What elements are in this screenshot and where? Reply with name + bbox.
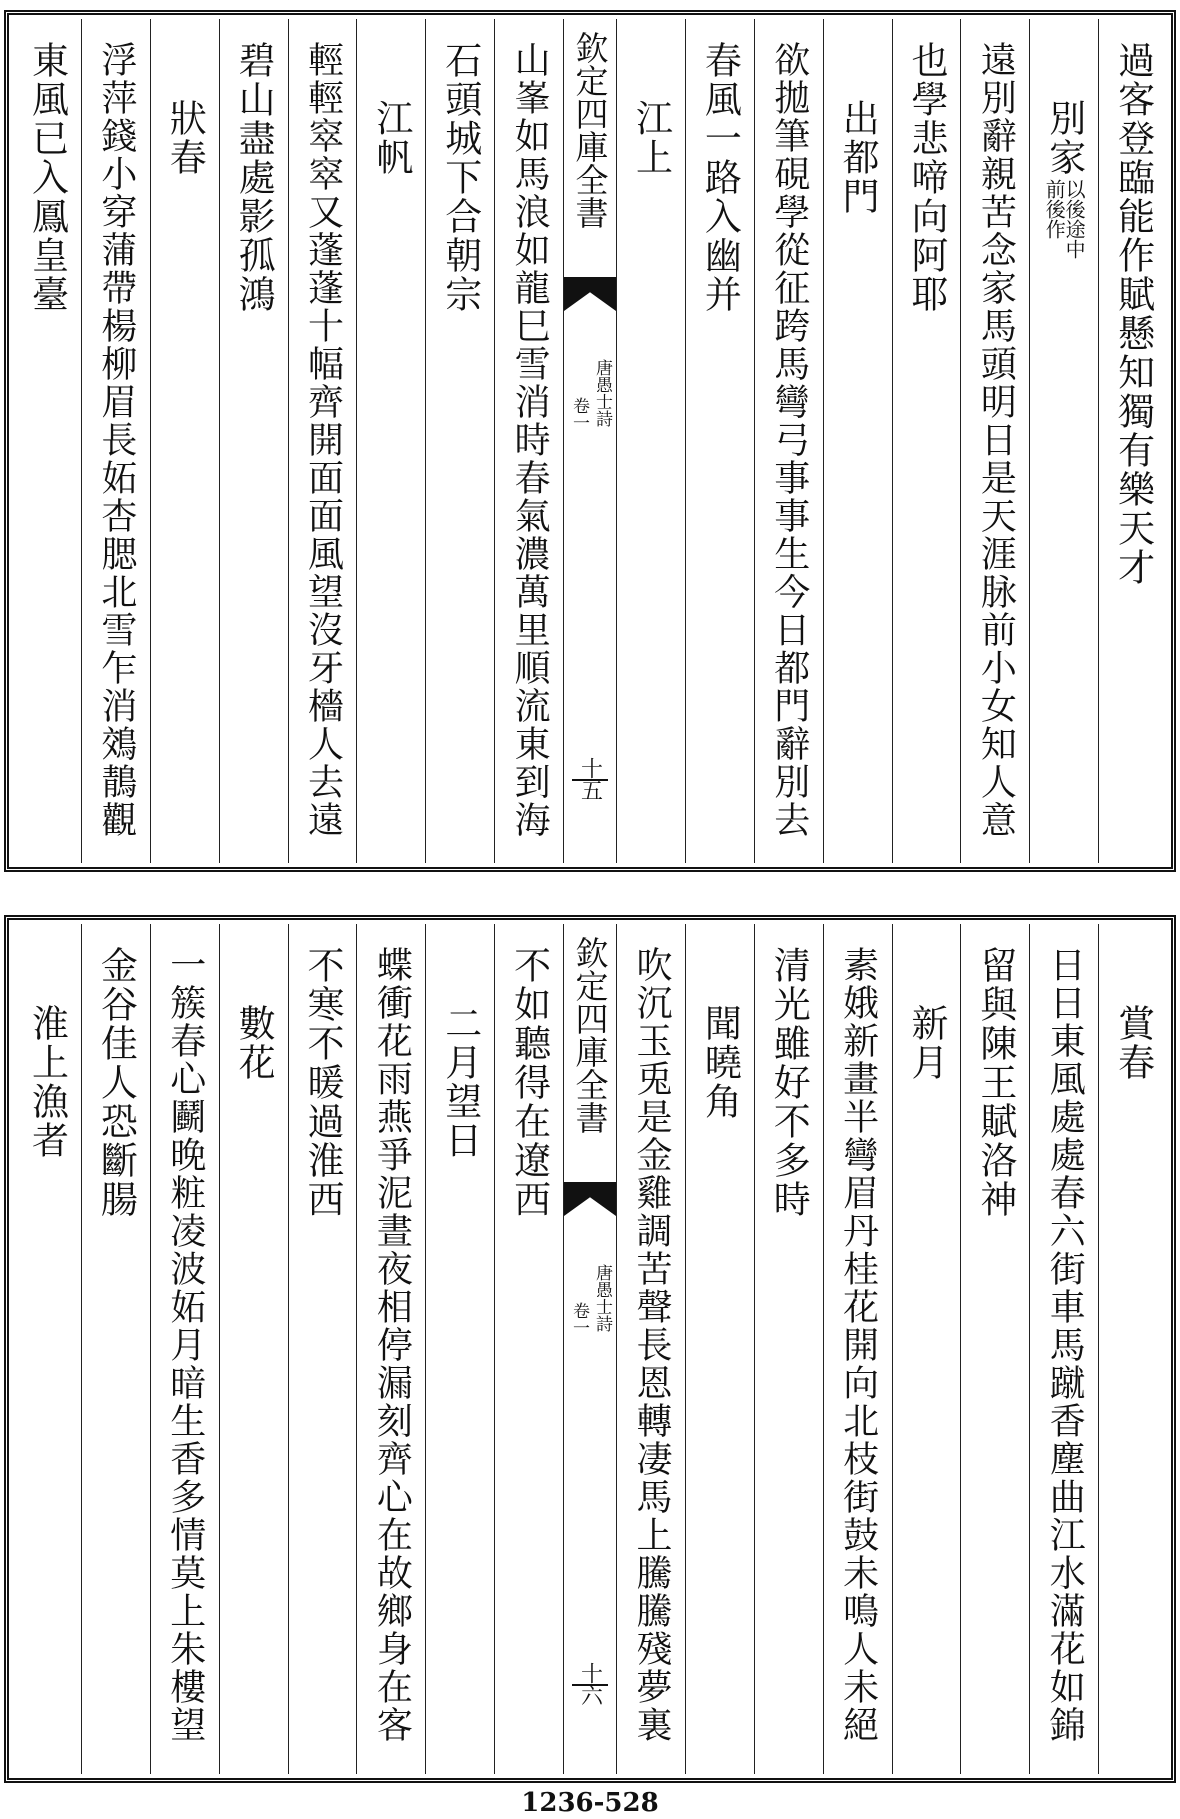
verse-line: 蝶衝花雨燕爭泥晝夜相停漏刻齊心在故鄉身在客 bbox=[371, 946, 413, 1744]
text-column bbox=[219, 19, 288, 863]
annotation-note: 前後作 bbox=[1042, 179, 1067, 239]
poem-title: 江帆 bbox=[369, 99, 413, 177]
text-column bbox=[754, 924, 823, 1774]
poem-title-column bbox=[685, 924, 754, 1774]
verse-line: 一簇春心鬬晚粧凌波妬月暗生香多情莫上朱樓望 bbox=[164, 946, 206, 1744]
annotation-note: 以後途中 bbox=[1062, 179, 1087, 259]
lower-page-columns bbox=[13, 924, 1167, 1774]
page-footer-number: 1236-528 bbox=[521, 1788, 659, 1818]
text-column bbox=[494, 924, 563, 1774]
poem-title: 二月望日 bbox=[438, 1004, 482, 1160]
center-gutter bbox=[563, 924, 616, 1774]
poem-title: 新月 bbox=[904, 1004, 948, 1082]
verse-line: 不如聽得在遼西 bbox=[507, 946, 551, 1219]
text-column bbox=[892, 19, 961, 863]
text-column bbox=[288, 19, 357, 863]
verse-line: 過客登臨能作賦懸知獨有樂天才 bbox=[1111, 41, 1155, 587]
verse-line: 欲拋筆硯學從征跨馬彎弓事事生今日都門辭別去 bbox=[768, 41, 810, 839]
text-column bbox=[754, 19, 823, 863]
verse-line: 東風已入鳳皇臺 bbox=[25, 41, 69, 314]
verse-line: 清光雖好不多時 bbox=[767, 946, 811, 1219]
poem-title: 賞春 bbox=[1111, 1004, 1155, 1082]
poem-title: 聞曉角 bbox=[698, 1004, 742, 1121]
gutter-rule bbox=[572, 779, 608, 781]
poem-title: 江上 bbox=[629, 99, 673, 177]
verse-line: 金谷佳人恐斷腸 bbox=[94, 946, 138, 1219]
text-column bbox=[1098, 19, 1167, 863]
verse-line: 日日東風處處春六街車馬蹴香塵曲江水滿花如錦 bbox=[1044, 946, 1086, 1744]
poem-title-column bbox=[356, 19, 425, 863]
verse-line: 留與陳王賦洛神 bbox=[973, 946, 1017, 1219]
text-column bbox=[81, 924, 150, 1774]
text-column bbox=[356, 924, 425, 1774]
verse-line: 輕輕窣窣又蓬蓬十幅齊開面面風望沒牙檣人去遠 bbox=[302, 41, 344, 839]
gutter-page-number: 十六 bbox=[577, 1662, 603, 1706]
verse-line: 浮萍錢小穿蒲帶楊柳眉長妬杏腮北雪乍消鵁鶄觀 bbox=[95, 41, 137, 839]
text-column bbox=[425, 19, 494, 863]
poem-title: 狀春 bbox=[163, 99, 207, 177]
lower-page bbox=[4, 915, 1176, 1783]
text-column bbox=[960, 924, 1029, 1774]
poem-title-column bbox=[219, 924, 288, 1774]
text-column bbox=[616, 924, 685, 1774]
poem-title-column bbox=[150, 19, 219, 863]
poem-title-column bbox=[823, 19, 892, 863]
poem-title-column bbox=[13, 924, 81, 1774]
poem-title: 出都門 bbox=[836, 99, 880, 216]
gutter-page-number: 十五 bbox=[577, 757, 603, 801]
text-column bbox=[494, 19, 563, 863]
upper-page bbox=[4, 10, 1176, 872]
gutter-title: 欽定四庫全書 bbox=[570, 936, 610, 1134]
verse-line: 吹沉玉兎是金雞調苦聲長恩轉凄馬上騰騰殘夢裏 bbox=[630, 946, 672, 1744]
poem-title-column bbox=[892, 924, 961, 1774]
text-column bbox=[823, 924, 892, 1774]
verse-line: 碧山盡處影孤鴻 bbox=[232, 41, 276, 314]
poem-title-column bbox=[1098, 924, 1167, 1774]
verse-line: 山峯如馬浪如龍巳雪消時春氣濃萬里順流東到海 bbox=[509, 41, 551, 839]
text-column bbox=[685, 19, 754, 863]
verse-line: 石頭城下合朝宗 bbox=[438, 41, 482, 314]
verse-line: 不寒不暖過淮西 bbox=[300, 946, 344, 1219]
fish-tail-mark bbox=[564, 1182, 616, 1216]
poem-title: 別家 bbox=[1042, 99, 1086, 177]
text-column bbox=[150, 924, 219, 1774]
gutter-book-title: 唐愚士詩 bbox=[592, 359, 612, 427]
text-column bbox=[288, 924, 357, 1774]
fish-tail-mark bbox=[564, 277, 616, 311]
text-column bbox=[81, 19, 150, 863]
poem-title-column bbox=[1029, 19, 1098, 863]
gutter-title: 欽定四庫全書 bbox=[570, 31, 610, 229]
poem-title: 數花 bbox=[232, 1004, 276, 1082]
gutter-rule bbox=[572, 1684, 608, 1686]
text-column bbox=[13, 19, 81, 863]
poem-title-column bbox=[616, 19, 685, 863]
verse-line: 遠別辭親苦念家馬頭明日是天涯脉前小女知人意 bbox=[975, 41, 1017, 839]
text-column bbox=[960, 19, 1029, 863]
verse-line: 也學悲啼向阿耶 bbox=[904, 41, 948, 314]
verse-line: 素娥新畫半彎眉丹桂花開向北枝街鼓未鳴人未絕 bbox=[837, 946, 879, 1744]
verse-line: 春風一路入幽并 bbox=[698, 41, 742, 314]
gutter-book-title: 唐愚士詩 bbox=[592, 1264, 612, 1332]
center-gutter bbox=[563, 19, 616, 863]
text-column bbox=[1029, 924, 1098, 1774]
poem-title: 淮上漁者 bbox=[25, 1004, 69, 1160]
poem-title-column bbox=[425, 924, 494, 1774]
gutter-volume: 卷一 bbox=[569, 1302, 589, 1336]
gutter-volume: 卷一 bbox=[569, 397, 589, 431]
upper-page-columns bbox=[13, 19, 1167, 863]
